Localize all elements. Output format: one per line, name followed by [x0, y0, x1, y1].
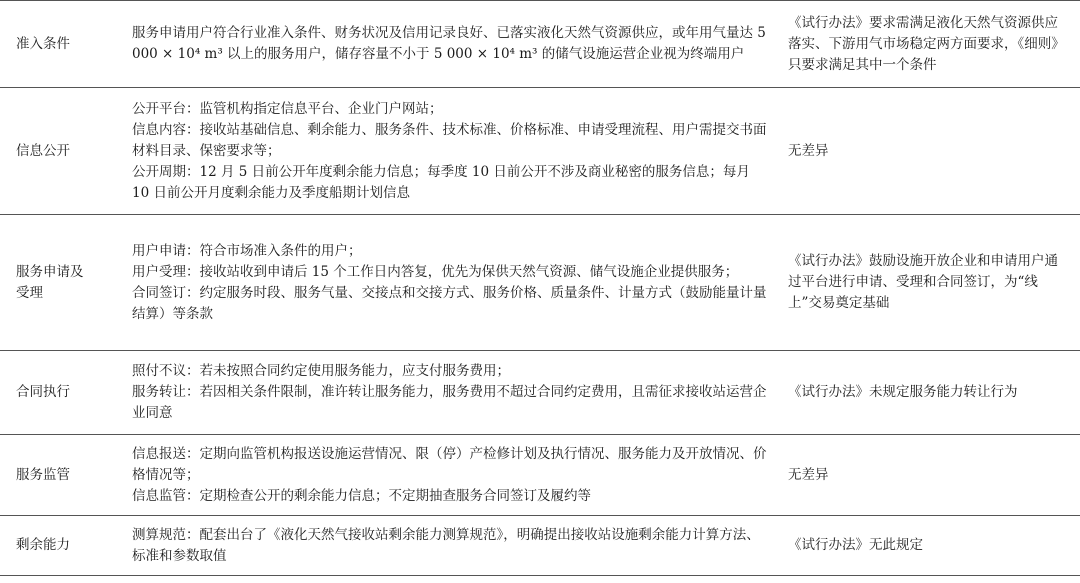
difference-text: 《试行办法》未规定服务能力转让行为: [788, 384, 1018, 400]
content-line: 信息监管：定期检查公开的剩余能力信息；不定期抽查服务合同签订及履约等: [132, 487, 591, 504]
difference-text: 无差异: [788, 466, 829, 483]
content-cell: [124, 88, 776, 215]
category-label: 准入条件: [16, 35, 70, 52]
difference-cell: [776, 1, 1080, 88]
difference-cell: [776, 435, 1080, 516]
content-line: 公开平台：监管机构指定信息平台、企业门户网站；: [132, 100, 443, 117]
difference-cell: [776, 516, 1080, 576]
table-row: [0, 435, 1080, 516]
category-label: 合同执行: [16, 384, 70, 400]
difference-text: 《试行办法》要求需满足液化天然气资源供应落实、下游用气市场稳定两方面要求，《细则》只要求满足其中一个条件: [788, 14, 1065, 73]
category-cell: [0, 351, 124, 435]
difference-cell: [776, 88, 1080, 215]
content-cell: [124, 516, 776, 576]
category-label: 剩余能力: [16, 537, 70, 553]
content-line: 合同签订：约定服务时段、服务气量、交接点和交接方式、服务价格、质量条件、计量方式（鼓励能量计量结算）等条款: [132, 284, 767, 322]
category-cell: [0, 435, 124, 516]
table-row: [0, 1, 1080, 88]
content-line: 用户申请：符合市场准入条件的用户；: [132, 242, 362, 259]
difference-cell: [776, 215, 1080, 351]
category-cell: [0, 215, 124, 351]
difference-cell: [776, 351, 1080, 435]
difference-text: 《试行办法》鼓励设施开放企业和申请用户通过平台进行申请、受理和合同签订，为“线上”交易奠定基础: [788, 253, 1058, 311]
content-line: 用户受理：接收站收到申请后 15 个工作日内答复，优先为保供天然气资源、储气设施企业提供服务；: [132, 263, 739, 280]
content-line: 测算规范：配套出台了《液化天然气接收站剩余能力测算规范》，明确提出接收站设施剩余能力计算方法、标准和参数取值: [132, 526, 760, 564]
difference-text: 《试行办法》无此规定: [788, 537, 923, 553]
table-row: [0, 88, 1080, 215]
content-line: 信息内容：接收站基础信息、剩余能力、服务条件、技术标准、价格标准、申请受理流程、用户需提交书面材料目录、保密要求等；: [132, 121, 767, 159]
content-line: 照付不议：若未按照合同约定使用服务能力，应支付服务费用；: [132, 363, 510, 379]
content-line: 公开周期：12 月 5 日前公开年度剩余能力信息；每季度 10 日前公开不涉及商业秘密的服务信息；每月 10 日前公开月度剩余能力及季度船期计划信息: [132, 163, 750, 201]
table-row: [0, 351, 1080, 435]
category-cell: [0, 1, 124, 88]
table-row: [0, 516, 1080, 576]
table-row: [0, 215, 1080, 351]
content-cell: [124, 1, 776, 88]
category-label: 服务申请及受理: [16, 263, 84, 301]
content-line: 服务申请用户符合行业准入条件、财务状况及信用记录良好、已落实液化天然气资源供应，或年用气量达 5 000 × 10⁴ m³ 以上的服务用户，储存容量不小于 5 000 × 10⁴ m³ 的储气设施运营企业视为终端用户: [132, 25, 766, 62]
category-cell: [0, 88, 124, 215]
category-label: 服务监管: [16, 466, 70, 483]
difference-text: 无差异: [788, 142, 829, 159]
category-cell: [0, 516, 124, 576]
content-cell: [124, 435, 776, 516]
content-cell: [124, 351, 776, 435]
category-label: 信息公开: [16, 142, 70, 159]
content-line: 服务转让：若因相关条件限制，准许转让服务能力，服务费用不超过合同约定费用，且需征求接收站运营企业同意: [132, 384, 767, 421]
content-cell: [124, 215, 776, 351]
content-line: 信息报送：定期向监管机构报送设施运营情况、限（停）产检修计划及执行情况、服务能力及开放情况、价格情况等；: [132, 445, 767, 483]
